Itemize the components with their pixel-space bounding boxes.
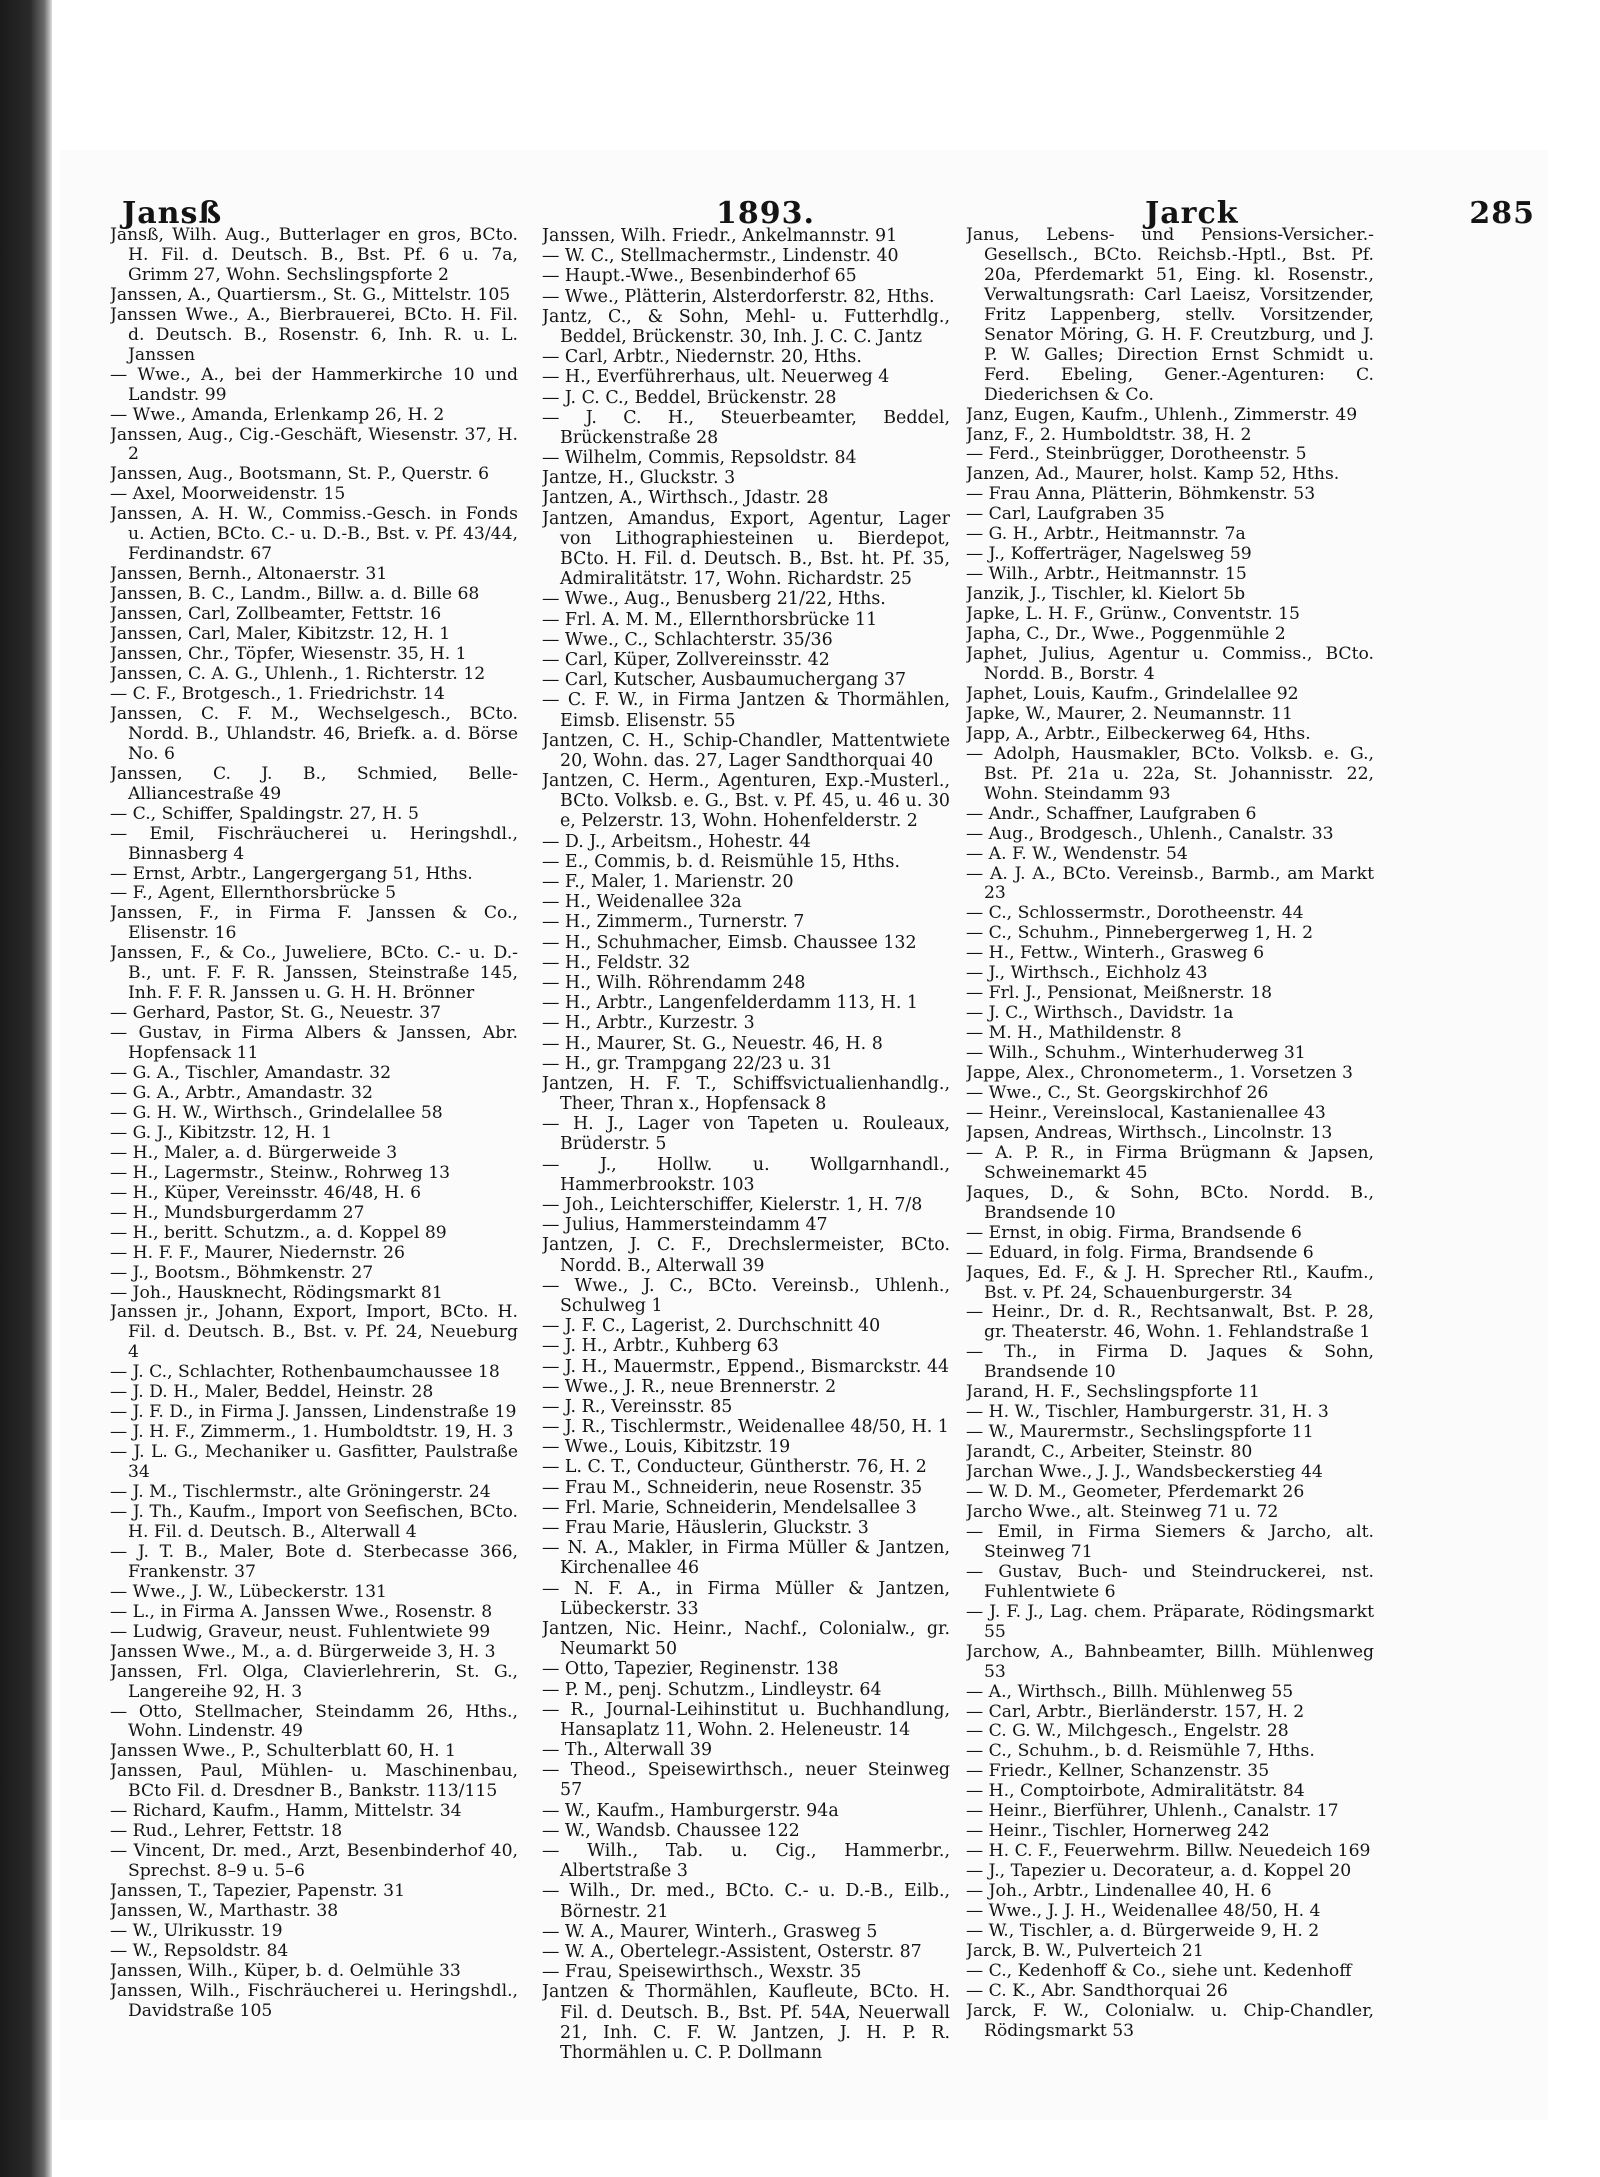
directory-entry: Janssen, Chr., Töpfer, Wiesenstr. 35, H. 1: [110, 644, 467, 665]
directory-entry: Japhet, Louis, Kaufm., Grindelallee 92: [966, 683, 1299, 704]
directory-entry: Jantz, C., & Sohn, Mehl- u. Futterhdlg., Beddel, Brückenstr. 30, Inh. J. C. C. Jantz: [542, 306, 950, 347]
directory-entry: — A. P. R., in Firma Brügmann & Japsen, Schweinemarkt 45: [966, 1142, 1374, 1183]
directory-entry: — H., Zimmerm., Turnerstr. 7: [542, 912, 805, 933]
directory-entry: — C. K., Abr. Sandthorquai 26: [966, 1980, 1228, 2001]
directory-entry: Jantzen, J. C. F., Drechslermeister, BCto. Nordd. B., Alterwall 39: [542, 1235, 950, 1276]
directory-entry: — Wwe., C., St. Georgskirchhof 26: [966, 1082, 1269, 1103]
directory-entry: Janssen, F., & Co., Juweliere, BCto. C.- u. D.-B., unt. F. F. R. Janssen, Steinstraße 145, Inh. F. F. R. Janssen u. G. H. H. Brönner: [110, 943, 518, 1004]
directory-entry: — Frau Marie, Häuslerin, Gluckstr. 3: [542, 1518, 869, 1538]
directory-entry: Janssen, Carl, Maler, Kibitzstr. 12, H. 1: [110, 624, 451, 645]
directory-entry: — Otto, Stellmacher, Steindamm 26, Hths., Wohn. Lindenstr. 49: [110, 1701, 518, 1742]
directory-entry: — H., Schuhmacher, Eimsb. Chaussee 132: [542, 932, 917, 953]
directory-entry: Jantzen & Thormählen, Kaufleute, BCto. H. Fil. d. Deutsch. B., Bst. Pf. 54A, Neuerwall 21, Inh. C. F. W. Jantzen, J. H. P. R. Thormählen u. C. P. Dollmann: [542, 1982, 950, 2063]
directory-entry: — H., Maurer, St. G., Neuestr. 46, H. 8: [542, 1033, 883, 1054]
directory-entry: — L., in Firma A. Janssen Wwe., Rosenstr. 8: [110, 1601, 493, 1622]
directory-entry: Jarchan Wwe., J. J., Wandsbeckerstieg 44: [966, 1462, 1323, 1483]
directory-entry: Jantzen, C. Herm., Agenturen, Exp.-Musterl., BCto. Volksb. e. G., Bst. v. Pf. 45, u. 46 u. 30 e, Pelzerstr. 13, Wohn. Hohenfelderstr. 2: [542, 771, 950, 832]
directory-entry: — H., Küper, Vereinsstr. 46/48, H. 6: [110, 1182, 422, 1203]
directory-entry: Japke, W., Maurer, 2. Neumannstr. 11: [966, 703, 1293, 724]
directory-entry: Jarck, F. W., Colonialw. u. Chip-Chandler, Rödingsmarkt 53: [966, 2000, 1374, 2041]
directory-entry: Janssen Wwe., P., Schulterblatt 60, H. 1: [110, 1741, 456, 1762]
directory-entry: — Wwe., A., bei der Hammerkirche 10 und Landstr. 99: [110, 364, 518, 405]
directory-entry: — Joh., Leichterschiffer, Kielerstr. 1, H. 7/8: [542, 1195, 923, 1215]
directory-entry: Janssen, A., Quartiersm., St. G., Mittelstr. 105: [110, 284, 511, 305]
directory-entry: — Axel, Moorweidenstr. 15: [110, 484, 346, 505]
directory-entry: — Gerhard, Pastor, St. G., Neuestr. 37: [110, 1003, 442, 1024]
directory-entry: — J. M., Tischlermstr., alte Gröningerstr. 24: [110, 1482, 491, 1503]
directory-column-3: [966, 226, 1374, 2066]
directory-entry: — Wilh., Arbtr., Heitmannstr. 15: [966, 564, 1247, 585]
directory-entry: — C., Kedenhoff & Co., siehe unt. Kedenhoff: [966, 1960, 1352, 1981]
directory-entry: — H., Comptoirbote, Admiralitätstr. 84: [966, 1781, 1305, 1802]
directory-entry: — Aug., Brodgesch., Uhlenh., Canalstr. 33: [966, 823, 1334, 844]
directory-entry: — Wwe., J. C., BCto. Vereinsb., Uhlenh., Schulweg 1: [542, 1275, 950, 1316]
directory-entry: Janssen Wwe., A., Bierbrauerei, BCto. H. Fil. d. Deutsch. B., Rosenstr. 6, Inh. R. u. L. Janssen: [110, 304, 518, 365]
running-head-left: Jansß: [122, 196, 223, 231]
directory-entry: — Wilh., Dr. med., BCto. C.- u. D.-B., Eilb., Börnestr. 21: [542, 1881, 950, 1922]
directory-entry: Jarandt, C., Arbeiter, Steinstr. 80: [966, 1442, 1253, 1463]
directory-entry: Jappe, Alex., Chronometerm., 1. Vorsetzen 3: [966, 1063, 1353, 1084]
directory-entry: — G. J., Kibitzstr. 12, H. 1: [110, 1122, 333, 1143]
directory-entry: — Gustav, Buch- und Steindruckerei, nst. Fuhlentwiete 6: [966, 1561, 1374, 1602]
directory-entry: — J. C., Schlachter, Rothenbaumchaussee 18: [110, 1362, 500, 1383]
directory-entry: — Emil, in Firma Siemers & Jarcho, alt. Steinweg 71: [966, 1521, 1374, 1562]
directory-entry: — W. A., Obertelegr.-Assistent, Osterstr. 87: [542, 1941, 922, 1962]
directory-entry: — R., Journal-Leihinstitut u. Buchhandlung, Hansaplatz 11, Wohn. 2. Heleneustr. 14: [542, 1699, 950, 1740]
directory-entry: Jaques, D., & Sohn, BCto. Nordd. B., Brandsende 10: [966, 1182, 1374, 1223]
directory-entry: — H., Lagermstr., Steinw., Rohrweg 13: [110, 1162, 451, 1183]
directory-entry: — G. H. W., Wirthsch., Grindelallee 58: [110, 1102, 443, 1123]
directory-entry: — H., Wilh. Röhrendamm 248: [542, 972, 806, 993]
directory-entry: — Andr., Schaffner, Laufgraben 6: [966, 803, 1257, 824]
directory-entry: — Gustav, in Firma Albers & Janssen, Abr. Hopfensack 11: [110, 1023, 518, 1064]
running-head-year: 1893.: [716, 196, 815, 231]
directory-entry: Japsen, Andreas, Wirthsch., Lincolnstr. 13: [966, 1122, 1333, 1143]
directory-entry: — H., Weidenallee 32a: [542, 892, 742, 913]
directory-entry: Janssen, W., Marthastr. 38: [110, 1901, 339, 1922]
directory-entry: Janz, Eugen, Kaufm., Uhlenh., Zimmerstr. 49: [966, 404, 1358, 425]
directory-entry: — H. W., Tischler, Hamburgerstr. 31, H. 3: [966, 1402, 1329, 1423]
directory-entry: — Frl. Marie, Schneiderin, Mendelsallee 3: [542, 1497, 917, 1518]
directory-entry: Janssen, C. J. B., Schmied, Belle-Alliancestraße 49: [110, 763, 518, 804]
directory-entry: — Eduard, in folg. Firma, Brandsende 6: [966, 1242, 1314, 1263]
directory-entry: Janssen, Paul, Mühlen- u. Maschinenbau, BCto Fil. d. Dresdner B., Bankstr. 113/115: [110, 1761, 518, 1802]
directory-entry: — Ernst, in obig. Firma, Brandsende 6: [966, 1222, 1302, 1243]
directory-entry: Janssen, F., in Firma F. Janssen & Co., Elisenstr. 16: [110, 903, 518, 944]
directory-entry: Jantzen, C. H., Schip-Chandler, Mattentwiete 20, Wohn. das. 27, Lager Sandthorquai 40: [542, 730, 950, 771]
directory-entry: Janssen, Wilh., Küper, b. d. Oelmühle 33: [110, 1960, 461, 1981]
directory-entry: Japp, A., Arbtr., Eilbeckerweg 64, Hths.: [966, 723, 1311, 744]
directory-entry: — J., Bootsm., Böhmkenstr. 27: [110, 1262, 374, 1283]
directory-entry: Japha, C., Dr., Wwe., Poggenmühle 2: [966, 624, 1286, 645]
directory-entry: — D. J., Arbeitsm., Hohestr. 44: [542, 831, 811, 852]
directory-entry: — Th., Alterwall 39: [542, 1740, 713, 1761]
directory-entry: — J., Hollw. u. Wollgarnhandl., Hammerbrookstr. 103: [542, 1154, 950, 1195]
directory-entry: Jantze, H., Gluckstr. 3: [542, 468, 736, 489]
directory-entry: Jansß, Wilh. Aug., Butterlager en gros, BCto. H. Fil. d. Deutsch. B., Bst. Pf. 6 u. 7a, Grimm 27, Wohn. Sechslingspforte 2: [110, 226, 518, 285]
directory-entry: — Frl. J., Pensionat, Meißnerstr. 18: [966, 983, 1273, 1004]
directory-entry: Jantzen, A., Wirthsch., Jdastr. 28: [542, 488, 829, 509]
directory-entry: Janz, F., 2. Humboldtstr. 38, H. 2: [966, 424, 1252, 445]
directory-entry: — J. T. B., Maler, Bote d. Sterbecasse 366, Frankenstr. 37: [110, 1541, 518, 1582]
directory-entry: — J. C. C., Beddel, Brückenstr. 28: [542, 387, 837, 408]
directory-entry: Janzik, J., Tischler, kl. Kielort 5b: [966, 584, 1246, 605]
directory-entry: — C. F., Brotgesch., 1. Friedrichstr. 14: [110, 683, 445, 704]
directory-entry: — Wwe., J. J. H., Weidenallee 48/50, H. 4: [966, 1901, 1321, 1922]
directory-entry: — Heinr., Vereinslocal, Kastanienallee 43: [966, 1102, 1326, 1123]
directory-entry: — E., Commis, b. d. Reismühle 15, Hths.: [542, 851, 901, 872]
directory-entry: Janssen, Aug., Bootsmann, St. P., Querstr. 6: [110, 464, 490, 485]
directory-entry: — H., Feldstr. 32: [542, 952, 691, 973]
directory-entry: — G. A., Tischler, Amandastr. 32: [110, 1063, 392, 1084]
directory-entry: Janus, Lebens- und Pensions-Versicher.-Gesellsch., BCto. Reichsb.-Hptl., Bst. Pf. 20a, Pferdemarkt 51, Eing. kl. Rosenstr., Verwaltungsrath: Carl Laeisz, Vorsitzender, Fritz Lappenberg, stellv. Vorsitzender, Senator Möring, G. H. F. Creutzburg, und J. P. W. Galles; Direction Ernst Schmidt u. Ferd. Ebeling, Gener.-Agenturen: C. Diederichsen & Co.: [966, 226, 1374, 405]
directory-entry: Janssen, B. C., Landm., Billw. a. d. Bille 68: [110, 584, 480, 605]
directory-entry: — C. F. W., in Firma Jantzen & Thormählen, Eimsb. Elisenstr. 55: [542, 690, 950, 731]
directory-entry: — H., Fettw., Winterh., Grasweg 6: [966, 943, 1265, 964]
directory-entry: — J. R., Tischlermstr., Weidenallee 48/50, H. 1: [542, 1417, 949, 1438]
directory-entry: — H. C. F., Feuerwehrm. Billw. Neuedeich 169: [966, 1841, 1371, 1862]
directory-entry: — Wwe., J. W., Lübeckerstr. 131: [110, 1581, 387, 1602]
directory-entry: — A. J. A., BCto. Vereinsb., Barmb., am Markt 23: [966, 863, 1374, 904]
directory-entry: — Frau M., Schneiderin, neue Rosenstr. 35: [542, 1477, 923, 1498]
directory-entry: — F., Agent, Ellernthorsbrücke 5: [110, 883, 397, 904]
directory-entry: — Ferd., Steinbrügger, Dorotheenstr. 5: [966, 444, 1307, 465]
directory-entry: — Carl, Arbtr., Bierländerstr. 157, H. 2: [966, 1701, 1305, 1722]
directory-entry: Janssen, Wilh. Friedr., Ankelmannstr. 91: [542, 226, 898, 246]
running-head-right: Jarck: [1145, 196, 1239, 231]
directory-entry: Japhet, Julius, Agentur u. Commiss., BCto. Nordd. B., Borstr. 4: [966, 644, 1374, 684]
directory-entry: — J. H. F., Zimmerm., 1. Humboldtstr. 19, H. 3: [110, 1422, 514, 1443]
directory-entry: Jarcho Wwe., alt. Steinweg 71 u. 72: [966, 1502, 1279, 1522]
directory-entry: — H., Maler, a. d. Bürgerweide 3: [110, 1142, 398, 1163]
directory-entry: Janssen, C. A. G., Uhlenh., 1. Richterstr. 12: [110, 663, 486, 684]
directory-entry: — Rud., Lehrer, Fettstr. 18: [110, 1821, 343, 1842]
directory-entry: — Wwe., J. R., neue Brennerstr. 2: [542, 1376, 837, 1397]
directory-entry: — C., Schuhm., b. d. Reismühle 7, Hths.: [966, 1741, 1315, 1762]
directory-entry: — C., Schlossermstr., Dorotheenstr. 44: [966, 903, 1304, 924]
directory-entry: — J. Th., Kaufm., Import von Seefischen, BCto. H. Fil. d. Deutsch. B., Alterwall 4: [110, 1502, 518, 1542]
directory-entry: — Heinr., Tischler, Hornerweg 242: [966, 1821, 1270, 1842]
directory-entry: — Julius, Hammersteindamm 47: [542, 1215, 828, 1236]
directory-entry: — C., Schuhm., Pinnebergerweg 1, H. 2: [966, 923, 1314, 944]
directory-entry: — Wwe., Aug., Benusberg 21/22, Hths.: [542, 589, 886, 610]
directory-entry: — Joh., Arbtr., Lindenallee 40, H. 6: [966, 1881, 1272, 1902]
directory-entry: Jantzen, H. F. T., Schiffsvictualienhandlg., Theer, Thran x., Hopfensack 8: [542, 1073, 950, 1115]
directory-entry: Janssen, Aug., Cig.-Geschäft, Wiesenstr. 37, H. 2: [110, 424, 518, 465]
page-number: 285: [1469, 196, 1535, 231]
directory-entry: — W., Wandsb. Chaussee 122: [542, 1820, 800, 1841]
directory-entry: — Wwe., Louis, Kibitzstr. 19: [542, 1437, 791, 1458]
directory-entry: — W., Kaufm., Hamburgerstr. 94a: [542, 1800, 839, 1821]
directory-entry: — Th., in Firma D. Jaques & Sohn, Brandsende 10: [966, 1342, 1374, 1383]
directory-entry: — N. F. A., in Firma Müller & Jantzen, Lübeckerstr. 33: [542, 1578, 950, 1619]
directory-entry: Janssen, A. H. W., Commiss.-Gesch. in Fonds u. Actien, BCto. C.- u. D.-B., Bst. v. Pf. 43/44, Ferdinandstr. 67: [110, 504, 518, 565]
directory-entry: — Emil, Fischräucherei u. Heringshdl., Binnasberg 4: [110, 823, 518, 864]
directory-entry: — Wwe., Amanda, Erlenkamp 26, H. 2: [110, 404, 445, 425]
directory-entry: — J. R., Vereinsstr. 85: [542, 1396, 733, 1417]
directory-entry: — H., Arbtr., Kurzestr. 3: [542, 1013, 755, 1034]
directory-entry: — Wilh., Tab. u. Cig., Hammerbr., Albertstraße 3: [542, 1841, 950, 1882]
directory-entry: — J., Wirthsch., Eichholz 43: [966, 963, 1208, 984]
directory-entry: — J., Tapezier u. Decorateur, a. d. Koppel 20: [966, 1861, 1352, 1882]
directory-entry: — Friedr., Kellner, Schanzenstr. 35: [966, 1761, 1270, 1782]
directory-entry: — F., Maler, 1. Marienstr. 20: [542, 872, 794, 892]
directory-entry: Janzen, Ad., Maurer, holst. Kamp 52, Hths.: [966, 464, 1340, 485]
directory-entry: Jantzen, Amandus, Export, Agentur, Lager von Lithographiesteinen u. Bierdepot, BCto. H. Fil. d. Deutsch. B., Bst. ht. Pf. 35, Admiralitätstr. 17, Wohn. Richardstr. 25: [542, 508, 950, 590]
directory-entry: — Frau Anna, Plätterin, Böhmkenstr. 53: [966, 484, 1316, 505]
directory-entry: — G. H., Arbtr., Heitmannstr. 7a: [966, 524, 1246, 545]
directory-entry: — Ernst, Arbtr., Langergergang 51, Hths.: [110, 863, 473, 884]
directory-entry: — Vincent, Dr. med., Arzt, Besenbinderhof 40, Sprechst. 8–9 u. 5–6: [110, 1841, 518, 1882]
directory-entry: — Heinr., Dr. d. R., Rechtsanwalt, Bst. P. 28, gr. Theaterstr. 46, Wohn. 1. Fehlandstraße 1: [966, 1302, 1374, 1343]
directory-entry: — Haupt.-Wwe., Besenbinderhof 65: [542, 266, 857, 287]
directory-entry: — M. H., Mathildenstr. 8: [966, 1023, 1182, 1044]
directory-entry: — W. C., Stellmachermstr., Lindenstr. 40: [542, 246, 899, 267]
directory-entry: Janssen, T., Tapezier, Papenstr. 31: [110, 1881, 406, 1902]
directory-entry: — W. D. M., Geometer, Pferdemarkt 26: [966, 1482, 1305, 1503]
directory-entry: — Frl. A. M. M., Ellernthorsbrücke 11: [542, 609, 878, 630]
directory-entry: — C. G. W., Milchgesch., Engelstr. 28: [966, 1721, 1289, 1742]
directory-entry: — Theod., Speisewirthsch., neuer Steinweg 57: [542, 1760, 950, 1801]
directory-entry: — H., beritt. Schutzm., a. d. Koppel 89: [110, 1222, 447, 1243]
directory-entry: — J. C. H., Steuerbeamter, Beddel, Brückenstraße 28: [542, 407, 950, 448]
directory-entry: Janssen, Carl, Zollbeamter, Fettstr. 16: [110, 604, 442, 625]
directory-entry: — Wwe., C., Schlachterstr. 35/36: [542, 629, 833, 650]
directory-entry: — P. M., penj. Schutzm., Lindleystr. 64: [542, 1679, 882, 1700]
directory-entry: — Ludwig, Graveur, neust. Fuhlentwiete 99: [110, 1621, 491, 1642]
directory-entry: — A., Wirthsch., Billh. Mühlenweg 55: [966, 1681, 1294, 1702]
directory-entry: — L. C. T., Conducteur, Güntherstr. 76, H. 2: [542, 1457, 927, 1478]
directory-entry: — W., Ulrikusstr. 19: [110, 1921, 283, 1942]
directory-entry: Japke, L. H. F., Grünw., Conventstr. 15: [966, 604, 1300, 625]
directory-entry: — W., Tischler, a. d. Bürgerweide 9, H. 2: [966, 1921, 1320, 1942]
directory-entry: Jantzen, Nic. Heinr., Nachf., Colonialw., gr. Neumarkt 50: [542, 1618, 950, 1660]
directory-entry: — Carl, Arbtr., Niedernstr. 20, Hths.: [542, 347, 862, 368]
directory-entry: — Wwe., Plätterin, Alsterdorferstr. 82, Hths.: [542, 286, 935, 307]
directory-entry: — C., Schiffer, Spaldingstr. 27, H. 5: [110, 803, 419, 824]
directory-entry: — Otto, Tapezier, Reginenstr. 138: [542, 1659, 839, 1680]
directory-entry: Jarchow, A., Bahnbeamter, Billh. Mühlenweg 53: [966, 1641, 1374, 1682]
directory-entry: — Carl, Laufgraben 35: [966, 504, 1165, 525]
directory-entry: — J. F. D., in Firma J. Janssen, Lindenstraße 19: [110, 1402, 517, 1423]
directory-entry: — J. D. H., Maler, Beddel, Heinstr. 28: [110, 1382, 434, 1403]
directory-entry: Janssen, Wilh., Fischräucherei u. Heringshdl., Davidstraße 105: [110, 1980, 518, 2021]
directory-entry: — H., Arbtr., Langenfelderdamm 113, H. 1: [542, 993, 918, 1014]
directory-entry: — Carl, Kutscher, Ausbaumuchergang 37: [542, 670, 907, 691]
directory-entry: — W., Maurermstr., Sechslingspforte 11: [966, 1422, 1314, 1443]
directory-entry: — Richard, Kaufm., Hamm, Mittelstr. 34: [110, 1801, 462, 1822]
directory-entry: — J., Kofferträger, Nagelsweg 59: [966, 544, 1252, 565]
directory-entry: Jarand, H. F., Sechslingspforte 11: [966, 1382, 1260, 1403]
directory-entry: — J. H., Arbtr., Kuhberg 63: [542, 1336, 779, 1357]
directory-column-1: [110, 226, 518, 2066]
directory-entry: — N. A., Makler, in Firma Müller & Jantzen, Kirchenallee 46: [542, 1538, 950, 1579]
directory-entry: — Wilhelm, Commis, Repsoldstr. 84: [542, 448, 857, 469]
directory-entry: Janssen Wwe., M., a. d. Bürgerweide 3, H. 3: [110, 1641, 496, 1662]
directory-entry: — Carl, Küper, Zollvereinsstr. 42: [542, 649, 830, 670]
directory-entry: — H. J., Lager von Tapeten u. Rouleaux, Brüderstr. 5: [542, 1114, 950, 1155]
directory-entry: Janssen jr., Johann, Export, Import, BCto. H. Fil. d. Deutsch. B., Bst. v. Pf. 24, Neueburg 4: [110, 1302, 518, 1363]
directory-entry: — Joh., Hausknecht, Rödingsmarkt 81: [110, 1282, 443, 1303]
directory-column-2: [542, 226, 950, 2066]
book-binding-edge: [0, 0, 52, 2177]
directory-entry: — J. H., Mauermstr., Eppend., Bismarckstr. 44: [542, 1356, 950, 1377]
directory-entry: — J. F. C., Lagerist, 2. Durchschnitt 40: [542, 1316, 881, 1337]
directory-entry: — W. A., Maurer, Winterh., Grasweg 5: [542, 1921, 878, 1942]
directory-entry: Jarck, B. W., Pulverteich 21: [966, 1940, 1204, 1961]
directory-entry: — H., Everführerhaus, ult. Neuerweg 4: [542, 367, 890, 388]
directory-entry: — W., Repsoldstr. 84: [110, 1940, 289, 1961]
directory-entry: — H., Mundsburgerdamm 27: [110, 1202, 365, 1223]
directory-entry: — H., gr. Trampgang 22/23 u. 31: [542, 1053, 833, 1074]
directory-entry: — J. F. J., Lag. chem. Präparate, Rödingsmarkt 55: [966, 1601, 1374, 1642]
directory-entry: — A. F. W., Wendenstr. 54: [966, 843, 1188, 864]
directory-entry: — G. A., Arbtr., Amandastr. 32: [110, 1082, 373, 1103]
directory-entry: Jaques, Ed. F., & J. H. Sprecher Rtl., Kaufm., Bst. v. Pf. 24, Schauenburgerstr. 34: [966, 1262, 1374, 1303]
directory-entry: — Frau, Speisewirthsch., Wexstr. 35: [542, 1962, 862, 1983]
directory-entry: — H. F. F., Maurer, Niedernstr. 26: [110, 1242, 405, 1263]
directory-entry: Janssen, Bernh., Altonaerstr. 31: [110, 564, 388, 585]
directory-entry: — Wilh., Schuhm., Winterhuderweg 31: [966, 1043, 1306, 1064]
directory-entry: — J. L. G., Mechaniker u. Gasfitter, Paulstraße 34: [110, 1442, 518, 1483]
directory-entry: Janssen, C. F. M., Wechselgesch., BCto. Nordd. B., Uhlandstr. 46, Briefk. a. d. Börse No. 6: [110, 703, 518, 764]
directory-entry: — Heinr., Bierführer, Uhlenh., Canalstr. 17: [966, 1801, 1339, 1822]
directory-entry: Janssen, Frl. Olga, Clavierlehrerin, St. G., Langereihe 92, H. 3: [110, 1661, 518, 1702]
directory-entry: — Adolph, Hausmakler, BCto. Volksb. e. G., Bst. Pf. 21a u. 22a, St. Johannisstr. 22, Wohn. Steindamm 93: [966, 743, 1374, 804]
directory-entry: — J. C., Wirthsch., Davidstr. 1a: [966, 1003, 1234, 1024]
